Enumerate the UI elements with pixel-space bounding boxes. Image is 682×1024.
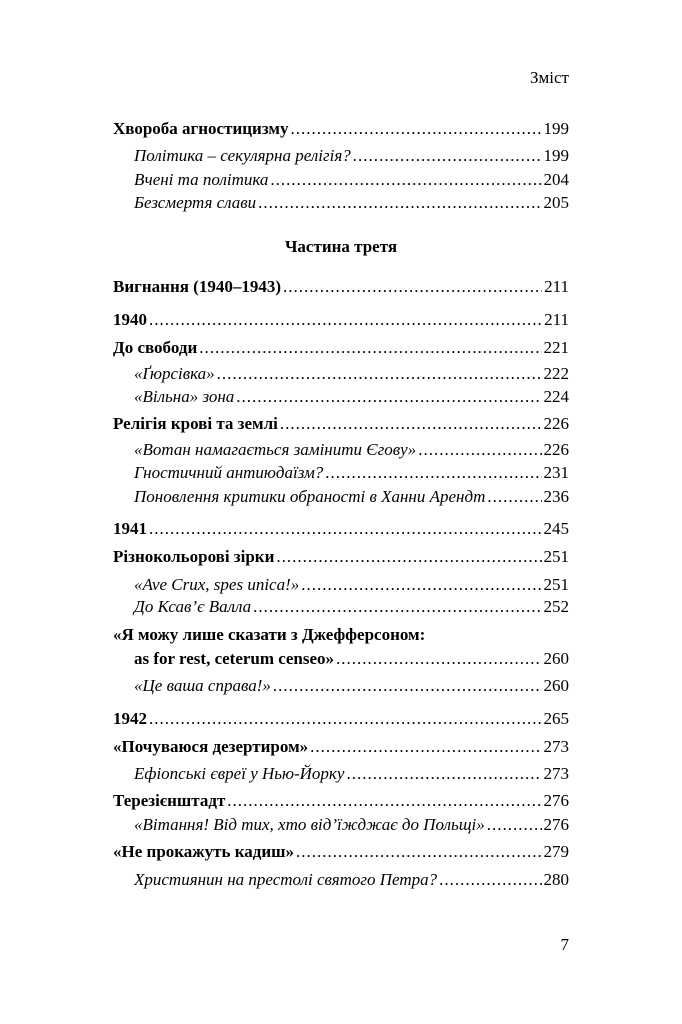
toc-entry-title: 1942 <box>113 709 147 728</box>
toc-subentry-title: Безсмертя слави <box>134 193 257 212</box>
toc-entry <box>113 736 569 758</box>
toc-subentry <box>134 486 569 508</box>
toc-entry <box>113 546 569 568</box>
toc-entry-page: 245 <box>543 519 569 538</box>
toc-subentry-page: 226 <box>543 440 569 459</box>
dot-leader <box>149 708 542 730</box>
dot-leader <box>236 386 541 408</box>
toc-entry <box>134 648 569 670</box>
dot-leader <box>487 486 541 508</box>
page-number: 7 <box>560 935 569 954</box>
dot-leader <box>258 192 541 214</box>
toc-entry-title: «Я можу лише сказати з Джефферсоном: <box>113 625 426 644</box>
toc-subentry-title: «Вотан намагається замінити Єгову» <box>134 440 417 459</box>
toc-entry-page: 279 <box>543 842 569 861</box>
toc-entry-title: Терезієнштадт <box>113 791 226 810</box>
toc-entry-page: 221 <box>543 338 569 357</box>
toc-entry-page: 211 <box>544 277 569 296</box>
toc-subentry <box>134 869 569 891</box>
dot-leader <box>280 413 542 435</box>
dot-leader <box>149 518 542 540</box>
toc-subentry-title: Вчені та політика <box>134 170 269 189</box>
toc-subentry-title: Поновлення критики обраності в Ханни Арендт <box>134 487 486 506</box>
toc-subentry-title: Політика – секулярна релігія? <box>134 146 351 165</box>
running-head: Зміст <box>530 68 569 87</box>
toc-subentry-page: 199 <box>543 146 569 165</box>
toc-subentry-title: «Вітання! Від тих, хто від’їжджає до Польщі» <box>134 815 485 834</box>
toc-subentry-title: «Ave Crux, spes unica!» <box>134 575 300 594</box>
toc-subentry-page: 280 <box>543 870 569 889</box>
dot-leader <box>336 648 542 670</box>
toc-entry-page: 226 <box>543 414 569 433</box>
dot-leader <box>283 276 542 298</box>
part-heading: Частина третя <box>284 237 398 256</box>
dot-leader <box>217 363 542 385</box>
toc-subentry <box>134 169 569 191</box>
toc-subentry <box>134 763 569 785</box>
toc-entry-page: 273 <box>543 737 569 756</box>
toc-subentry <box>134 363 569 385</box>
toc-entry-title: «Почуваюся дезертиром» <box>113 737 309 756</box>
toc-subentry-page: 205 <box>543 193 569 212</box>
toc-subentry-page: 252 <box>543 597 569 616</box>
toc-entry-title: as for rest, ceterum censeo» <box>134 649 334 668</box>
dot-leader <box>253 596 541 618</box>
toc-subentry-title: Ефіопські євреї у Нью-Йорку <box>134 764 345 783</box>
dot-leader <box>276 546 541 568</box>
dot-leader <box>296 841 541 863</box>
toc-subentry-page: 260 <box>543 676 569 695</box>
toc-entry-title: Різнокольорові зірки <box>113 547 275 566</box>
toc-subentry-page: 273 <box>543 764 569 783</box>
toc-entry <box>113 118 569 140</box>
dot-leader <box>270 169 541 191</box>
toc-subentry-title: «Це ваша справа!» <box>134 676 271 695</box>
toc-subentry-page: 222 <box>543 364 569 383</box>
toc-subentry <box>134 675 569 697</box>
toc-subentry <box>134 462 569 484</box>
toc-entry-title: До свободи <box>113 338 198 357</box>
toc-entry <box>113 337 569 359</box>
dot-leader <box>346 763 541 785</box>
dot-leader <box>439 869 541 891</box>
toc-subentry-title: «Ґюрсівка» <box>134 364 215 383</box>
toc-entry-page: 199 <box>543 119 569 138</box>
toc-entry-page: 276 <box>543 791 569 810</box>
dot-leader <box>273 675 542 697</box>
toc-subentry-page: 236 <box>543 487 569 506</box>
toc-entry-page: 260 <box>543 649 569 668</box>
toc-entry-title: Вигнання (1940–1943) <box>113 277 282 296</box>
dot-leader <box>291 118 542 140</box>
toc-subentry <box>134 192 569 214</box>
toc-subentry <box>134 814 569 836</box>
toc-subentry-page: 251 <box>543 575 569 594</box>
dot-leader <box>301 574 541 596</box>
toc-entry-title: 1940 <box>113 310 147 329</box>
dot-leader <box>149 309 542 331</box>
toc-subentry-page: 231 <box>543 463 569 482</box>
dot-leader <box>325 462 541 484</box>
toc-entry <box>113 841 569 863</box>
toc-subentry-page: 204 <box>543 170 569 189</box>
toc-entry <box>113 790 569 812</box>
toc-entry-title: «Не прокажуть кадиш» <box>113 842 295 861</box>
dot-leader <box>353 145 542 167</box>
toc-subentry <box>134 386 569 408</box>
toc-entry <box>113 708 569 730</box>
toc-subentry-page: 276 <box>543 815 569 834</box>
toc-entry-page: 251 <box>543 547 569 566</box>
toc-subentry <box>134 439 569 461</box>
dot-leader <box>418 439 541 461</box>
toc-entry-title: Релігія крові та землі <box>113 414 278 433</box>
toc-subentry-title: Християнин на престолі святого Петра? <box>134 870 438 889</box>
toc-entry-page: 265 <box>543 709 569 728</box>
toc-subentry-page: 224 <box>543 387 569 406</box>
toc-entry <box>113 276 569 298</box>
toc-subentry <box>134 574 569 596</box>
toc-entry <box>113 518 569 540</box>
toc-subentry-title: До Ксав’є Валла <box>134 597 252 616</box>
toc-subentry <box>134 145 569 167</box>
toc-entry-title: 1941 <box>113 519 147 538</box>
dot-leader <box>310 736 541 758</box>
toc-entry <box>113 413 569 435</box>
toc-subentry-title: «Вільна» зона <box>134 387 235 406</box>
toc-entry-page: 211 <box>544 310 569 329</box>
toc-subentry <box>134 596 569 618</box>
dot-leader <box>199 337 541 359</box>
toc-entry-title: Хвороба агностицизму <box>113 119 289 138</box>
dot-leader <box>487 814 542 836</box>
dot-leader <box>227 790 541 812</box>
toc-subentry-title: Гностичний антиюдаїзм? <box>134 463 324 482</box>
toc-entry <box>113 309 569 331</box>
